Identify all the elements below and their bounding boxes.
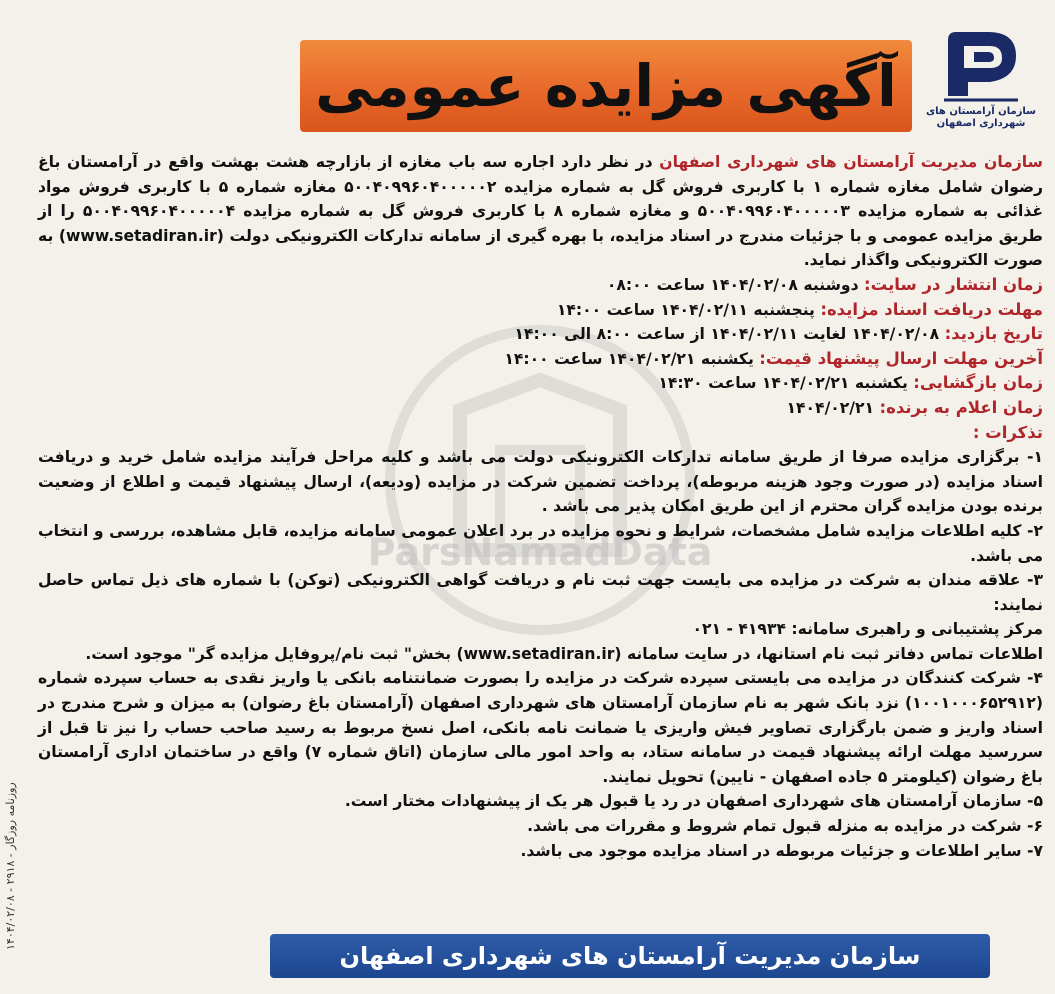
opening-date-value: یکشنبه ۱۴۰۴/۰۲/۲۱ ساعت ۱۴:۳۰ <box>658 374 914 393</box>
watermark-text: ParsNamadData <box>367 530 713 574</box>
notice-body <box>38 150 1043 863</box>
intro-paragraph <box>38 150 1043 273</box>
note-7: ۷- سایر اطلاعات و جزئیات مربوطه در اسناد مزایده موجود می باشد. <box>520 841 1043 860</box>
cemetery-org-logo-icon <box>938 26 1024 104</box>
opening-date-row <box>38 371 1043 396</box>
visit-date-label: تاریخ بازدید: <box>944 324 1043 344</box>
publish-date-row <box>38 273 1043 298</box>
visit-date-value: ۱۴۰۴/۰۲/۰۸ لغایت ۱۴۰۴/۰۲/۱۱ از ساعت ۸:۰۰ الی ۱۴:۰۰ <box>514 325 945 344</box>
page-title: آگهی مزایده عمومی <box>315 52 897 120</box>
note-4: ۴- شرکت کنندگان در مزایده می بایستی سپرده شرکت در مزایده را بصورت ضمانتنامه بانکی یا واریز نقدی به حساب سپرده شماره (۱۰۰۱۰۰۰۶۵۲۹۱۲) نزد بانک شهر به نام سازمان آرامستان های شهرداری اصفهان (آرامستان باغ رضوان) به میزان و شرح مندرج در اسناد واریز و ضمن بارگزاری تصاویر فیش واریزی یا ضمانت نامه بانکی، اصل نسخ مربوط به رسید صاحب حساب را نیز تا قبل از سررسید مهلت ارائه پیشنهاد قیمت در سامانه ستاد، به واحد امور مالی سازمان (اتاق شماره ۷) واقع در ساختمان اداری آرامستان باغ رضوان (کیلومتر ۵ جاده اصفهان - نایین) تحویل نمایند. <box>38 669 1043 786</box>
docs-deadline-row <box>38 298 1043 323</box>
note-5: ۵- سازمان آرامستان های شهرداری اصفهان در رد یا قبول هر یک از پیشنهادات مختار است. <box>344 792 1043 811</box>
publish-date-value: دوشنبه ۱۴۰۴/۰۲/۰۸ ساعت ۰۸:۰۰ <box>606 275 865 294</box>
newspaper-side-note: روزنامه روزگار - ۲۹۱۸ - ۱۴۰۴/۰۲/۰۸ <box>4 782 17 950</box>
dates-section <box>38 273 1043 445</box>
bid-deadline-value: یکشنبه ۱۴۰۴/۰۲/۲۱ ساعت ۱۴:۰۰ <box>504 349 760 368</box>
winner-date-label: زمان اعلام به برنده: <box>879 397 1043 417</box>
footer-banner <box>270 934 990 978</box>
visit-date-row <box>38 322 1043 347</box>
docs-deadline-label: مهلت دریافت اسناد مزایده: <box>820 299 1043 319</box>
note-3-info: اطلاعات تماس دفاتر ثبت نام استانها، در سایت سامانه (www.setadiran.ir) بخش" ثبت نام/پروفایل مزایده گر" موجود است. <box>85 644 1043 663</box>
opening-date-label: زمان بازگشایی: <box>913 373 1043 393</box>
note-3-support: مرکز پشتیبانی و راهبری سامانه: ۴۱۹۳۴ - ۰۲۱ <box>692 620 1043 639</box>
notes-heading-row <box>38 421 1043 446</box>
logo-caption <box>926 106 1036 130</box>
note-3: ۳- علاقه مندان به شرکت در مزایده می بایست جهت ثبت نام و دریافت گواهی الکترونیکی (توکن) با شماره های ذیل تماس حاصل نمایند: <box>38 571 1043 614</box>
logo-caption-line-2: شهرداری اصفهان <box>936 118 1026 129</box>
note-6: ۶- شرکت در مزایده به منزله قبول تمام شروط و مقررات می باشد. <box>527 817 1043 836</box>
publish-date-label: زمان انتشار در سایت: <box>864 274 1043 294</box>
note-2: ۲- کلیه اطلاعات مزایده شامل مشخصات، شرایط و نحوه مزایده در برد اعلان عمومی سامانه مزایده، قابل مشاهده، بررسی و انتخاب می باشد. <box>38 521 1043 565</box>
winner-date-row <box>38 396 1043 421</box>
bid-deadline-label: آخرین مهلت ارسال پیشنهاد قیمت: <box>759 348 1043 368</box>
docs-deadline-value: پنجشنبه ۱۴۰۴/۰۲/۱۱ ساعت ۱۴:۰۰ <box>556 300 821 319</box>
note-1: ۱- برگزاری مزایده صرفا از طریق سامانه تدارکات الکترونیکی دولت می باشد و کلیه مراحل فرآیند مزایده شامل خرید و دریافت اسناد مزایده (در صورت وجود هزینه مربوطه)، پرداخت تضمین شرکت در مزایده (ودیعه)، ارسال پیشنهاد قیمت و اطلاع از وضعیت برنده بودن مزایده گران محترم از این طریق امکان پذیر می باشد . <box>38 448 1043 516</box>
bid-deadline-row <box>38 347 1043 372</box>
notes-heading: تذکرات : <box>972 422 1043 442</box>
logo-caption-line-1: سازمان آرامستان های <box>926 106 1036 117</box>
winner-date-value: ۱۴۰۴/۰۲/۲۱ <box>786 398 880 417</box>
intro-text: در نظر دارد اجاره سه باب مغازه از بازارچه هشت بهشت واقع در آرامستان باغ رضوان شامل مغازه شماره ۱ با کاربری فروش گل به شماره مزایده ۵۰۰۴۰۹۹۶۰۴۰۰۰۰۰۲ مغازه شماره ۵ با کاربری فروش مواد غذائی به شماره مزایده ۵۰۰۴۰۹۹۶۰۴۰۰۰۰۰۳ و مغازه شماره ۸ با کاربری فروش گل به شماره مزایده ۵۰۰۴۰۹۹۶۰۴۰۰۰۰۰۴ را از طریق مزایده عمومی و با جزئیات مندرج در اسناد مزایده، با بهره گیری از سامانه تدارکات الکترونیکی دولت (www.setadiran.ir) به صورت الکترونیکی واگذار نماید. <box>38 153 1044 270</box>
intro-organization: سازمان مدیریت آرامستان های شهرداری اصفهان <box>659 153 1043 171</box>
organization-logo <box>925 26 1037 144</box>
title-banner <box>300 40 912 132</box>
footer-organization: سازمان مدیریت آرامستان های شهرداری اصفهان <box>339 942 921 970</box>
